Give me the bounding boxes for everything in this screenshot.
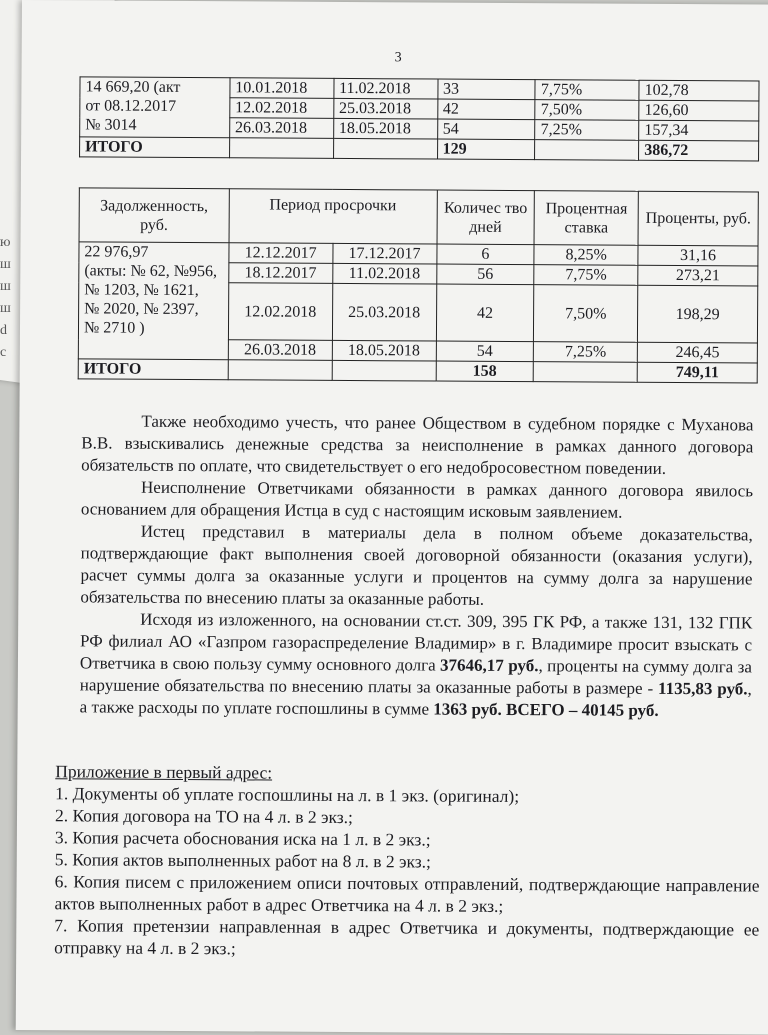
rate-cell: 7,50% <box>534 285 638 343</box>
rate-cell: 7,25% <box>535 120 639 141</box>
table-row <box>80 77 759 101</box>
days-cell: 42 <box>436 284 534 342</box>
period-to: 18.05.2018 <box>333 118 437 139</box>
days-cell: 56 <box>436 264 534 285</box>
paragraph: Неисполнение Ответчиками обязанности в рамках данного договора явилось основанием для обращения Истца в суд с настоящим исковым заявлением. <box>80 477 754 522</box>
days-cell: 42 <box>437 99 535 120</box>
attachments-title: Приложение в первый адрес: <box>55 761 273 783</box>
list-item: 2. Копия договора на ТО на 4 л. в 2 экз.; <box>54 805 354 828</box>
bg-fragment: ш <box>0 257 11 272</box>
period-from: 12.02.2018 <box>228 283 332 341</box>
period-from: 10.01.2018 <box>230 78 334 99</box>
total-label: ИТОГО <box>80 137 230 158</box>
debt-cell: 14 669,20 (акт от 08.12.2017 № 3014 <box>80 77 230 138</box>
header-debt: Задолженность, руб. <box>79 188 229 243</box>
period-from: 26.03.2018 <box>228 340 332 361</box>
principal-amount: 37646,17 руб. <box>440 655 539 676</box>
document-page <box>16 0 768 1035</box>
table-row <box>79 242 758 266</box>
period-to: 25.03.2018 <box>332 283 436 341</box>
list-item: 6. Копия писем с приложением описи почтовых отправлений, подтверждающие направление актов выполненных работ в адрес Ответчика на 4 л. в 2 экз.; <box>54 871 760 916</box>
interest-table-2 <box>78 187 759 383</box>
bg-fragment: с <box>0 345 7 360</box>
bg-fragment: d <box>0 323 7 338</box>
total-interest: 386,72 <box>639 140 759 161</box>
rate-cell: 7,75% <box>535 80 639 101</box>
period-from: 12.12.2017 <box>229 243 333 264</box>
interest-table-1 <box>79 76 759 161</box>
header-rate: Процентная ставка <box>534 191 638 246</box>
days-cell: 6 <box>436 244 534 265</box>
rate-cell: 7,50% <box>535 100 639 121</box>
total-interest: 749,11 <box>637 362 757 383</box>
list-item: 1. Документы об уплате госпошлины на л. в 1 экз. (оригинал); <box>55 783 520 807</box>
interest-cell: 31,16 <box>638 245 758 266</box>
interest-cell: 198,29 <box>638 285 758 343</box>
total-amount: 1363 руб. ВСЕГО – 40145 руб. <box>433 699 659 720</box>
paragraph: Истец представил в материалы дела в полном объеме доказательства, подтверждающие факт выполнения своей договорной обязанности (оказания услуги), расчет суммы долга за оказанные услуги и процентов на сумму долга за нарушение обязательства по внесению платы за оказанные работы. <box>80 521 753 609</box>
attachments-list <box>54 760 760 962</box>
period-to: 11.02.2018 <box>332 263 436 284</box>
days-cell: 54 <box>437 119 535 140</box>
interest-cell: 273,21 <box>638 265 758 286</box>
period-from: 18.12.2017 <box>229 263 333 284</box>
bg-fragment: ш <box>0 301 11 316</box>
bg-fragment: ю <box>0 235 11 250</box>
period-to: 17.12.2017 <box>333 243 437 264</box>
final-paragraph: Исходя из изложенного, на основании ст.ст. 309, 395 ГК РФ, а также 131, 132 ГПК РФ филиал АО «Газпром газораспределение Владимир» в г. Владимире просит взыскать с Ответчика в свою пользу сумму основного долга 37646,17 руб., проценты на сумму долга за нарушение обязательства по внесению платы за оказанные работы в размере - 1135,83 руб., а также расходы по уплате госпошлины в сумме 1363 руб. ВСЕГО – 40145 руб. <box>79 609 753 720</box>
page-number: 3 <box>394 50 402 66</box>
total-row <box>80 137 759 161</box>
header-interest: Проценты, руб. <box>638 191 758 246</box>
body-text <box>80 410 754 722</box>
paragraph: Также необходимо учесть, что ранее Обществом в судебном порядке с Муханова В.В. взыскивались денежные средства за неисполнение в рамках данного договора обязательств по оплате, что свидетельствует о его недобросовестном поведении. <box>81 411 754 478</box>
list-item: 5. Копия актов выполненных работ на 8 л. в 2 экз.; <box>54 849 432 872</box>
header-days: Количес тво дней <box>437 190 535 245</box>
period-to: 11.02.2018 <box>334 78 438 99</box>
rate-cell: 7,25% <box>534 342 638 363</box>
list-item: 7. Копия претензии направленная в адрес Ответчика и документы, подтверждающие ее отправку на 4 л. в 2 экз.; <box>54 915 760 959</box>
period-to: 18.05.2018 <box>332 340 436 361</box>
bg-fragment: ш <box>0 279 11 294</box>
interest-amount: 1135,83 руб. <box>658 678 748 699</box>
rate-cell: 7,75% <box>534 265 638 286</box>
total-days: 158 <box>436 361 534 382</box>
total-days: 129 <box>437 139 535 160</box>
total-label: ИТОГО <box>78 359 228 380</box>
interest-cell: 126,60 <box>639 100 759 121</box>
total-row <box>78 359 757 383</box>
period-to: 25.03.2018 <box>333 98 437 119</box>
header-row <box>79 188 758 246</box>
days-cell: 54 <box>436 341 534 362</box>
header-period: Период просрочки <box>229 189 437 244</box>
days-cell: 33 <box>438 79 536 100</box>
period-from: 12.02.2018 <box>230 98 334 119</box>
interest-cell: 102,78 <box>639 80 759 101</box>
list-item: 3. Копия расчета обоснования иска на 1 л. в 2 экз.; <box>54 827 431 850</box>
debt-cell: 22 976,97 (акты: № 62, №956, № 1203, № 1621, № 2020, № 2397, № 2710 ) <box>78 242 228 360</box>
period-from: 26.03.2018 <box>229 118 333 139</box>
rate-cell: 8,25% <box>534 245 638 266</box>
interest-cell: 157,34 <box>639 120 759 141</box>
interest-cell: 246,45 <box>638 342 758 363</box>
